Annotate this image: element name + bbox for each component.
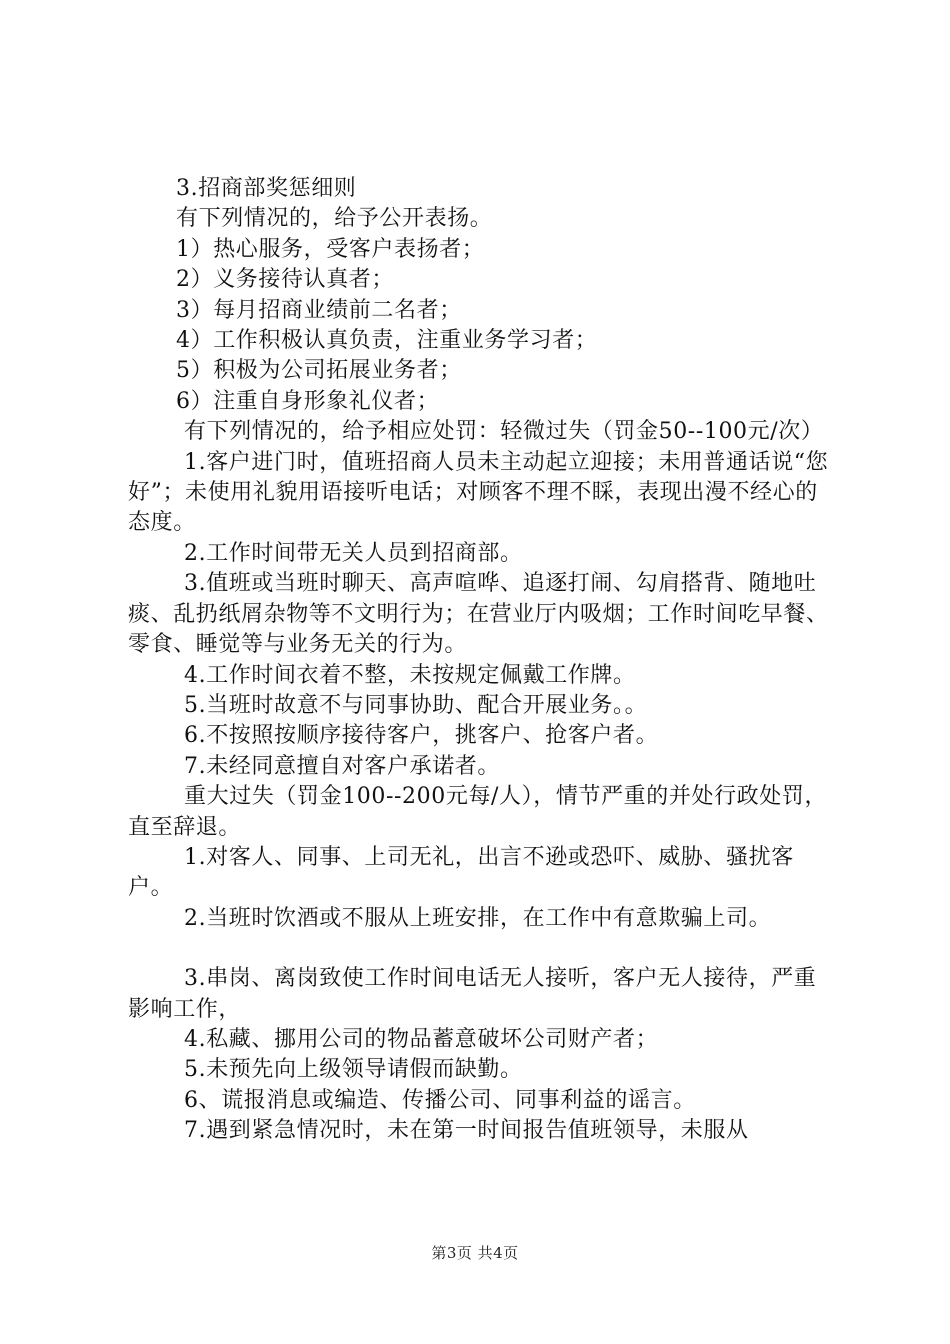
praise-item-2: 2）义务接待认真者； bbox=[176, 267, 394, 293]
praise-item-5: 5）积极为公司拓展业务者； bbox=[176, 358, 462, 384]
major-fault-item-6: 6、谎报消息或编造、传播公司、同事利益的谣言。 bbox=[184, 1087, 696, 1113]
praise-item-6: 6）注重自身形象礼仪者； bbox=[176, 388, 440, 414]
minor-fault-item-7: 7.未经同意擅自对客户承诺者。 bbox=[184, 753, 500, 779]
major-fault-intro: 重大过失（罚金100--200元每/人），情节严重的并处行政处罚，直至辞退。 bbox=[128, 784, 828, 840]
praise-item-3: 3）每月招商业绩前二名者； bbox=[176, 297, 462, 323]
minor-fault-item-5: 5.当班时故意不与同事协助、配合开展业务。。 bbox=[184, 692, 648, 718]
document-body bbox=[128, 174, 836, 1147]
minor-fault-item-1: 1.客户进门时，值班招商人员未主动起立迎接；未用普通话说“您好”；未使用礼貌用语接听电话；对顾客不理不睬，表现出漫不经心的态度。 bbox=[128, 449, 829, 536]
minor-fault-item-2: 2.工作时间带无关人员到招商部。 bbox=[184, 540, 523, 566]
major-fault-item-7: 7.遇到紧急情况时，未在第一时间报告值班领导，未服从 bbox=[184, 1118, 749, 1144]
minor-fault-intro: 有下列情况的，给予相应处罚：轻微过失（罚金50--100元/次） bbox=[184, 419, 824, 445]
minor-fault-item-6: 6.不按照按顺序接待客户，挑客户、抢客户者。 bbox=[184, 723, 659, 749]
major-fault-item-3: 3.串岗、离岗致使工作时间电话无人接听，客户无人接待，严重影响工作， bbox=[128, 966, 817, 1022]
major-fault-item-1: 1.对客人、同事、上司无礼，出言不逊或恐吓、威胁、骚扰客户。 bbox=[128, 844, 794, 901]
paragraph-gap bbox=[128, 934, 836, 964]
minor-fault-item-3: 3.值班或当班时聊天、高声喧哗、追逐打闹、勾肩搭背、随地吐痰、乱扔纸屑杂物等不文明行为；在营业厅内吸烟；工作时间吃早餐、零食、睡觉等与业务无关的行为。 bbox=[128, 571, 829, 658]
praise-item-4: 4）工作积极认真负责，注重业务学习者； bbox=[176, 328, 598, 354]
praise-intro: 有下列情况的，给予公开表扬。 bbox=[176, 206, 493, 232]
minor-fault-item-4: 4.工作时间衣着不整，未按规定佩戴工作牌。 bbox=[184, 662, 636, 688]
page-number-footer: 第3页 共4页 bbox=[431, 1244, 519, 1262]
section-heading: 3.招商部奖惩细则 bbox=[176, 176, 357, 201]
major-fault-item-4: 4.私藏、挪用公司的物品蓄意破坏公司财产者； bbox=[184, 1026, 659, 1052]
praise-item-1: 1）热心服务，受客户表扬者； bbox=[176, 236, 485, 262]
major-fault-item-2: 2.当班时饮酒或不服从上班安排，在工作中有意欺骗上司。 bbox=[184, 905, 772, 931]
major-fault-item-5: 5.未预先向上级领导请假而缺勤。 bbox=[184, 1057, 523, 1083]
